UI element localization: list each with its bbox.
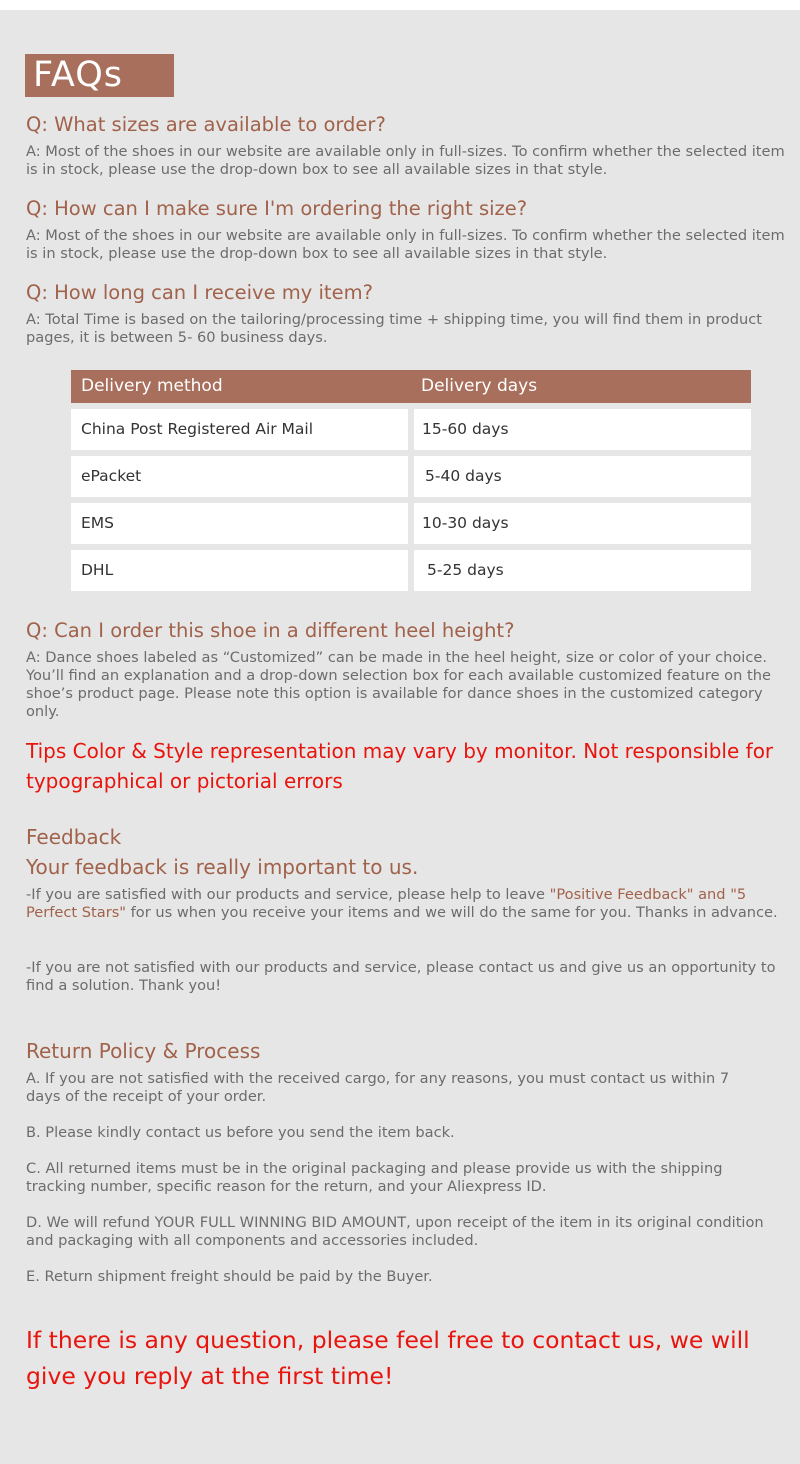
page-background: [0, 10, 800, 1464]
delivery-table-header: [71, 370, 751, 403]
feedback-paragraph-2: -If you are not satisfied with our products and service, please contact us and give us an opportunity to find a solution. Thank you!: [26, 959, 776, 994]
return-policy-item-d: D. We will refund YOUR FULL WINNING BID AMOUNT, upon receipt of the item in its original condition and packaging with all components and accessories included.: [26, 1214, 764, 1249]
feedback-p1-text-end: for us when you receive your items and we will do the same for you. Thanks in advance.: [126, 904, 778, 921]
faq-answer-3: A: Total Time is based on the tailoring/processing time + shipping time, you will find them in product pages, it is between 5- 60 business days.: [26, 311, 763, 346]
faqs-title: FAQs: [25, 54, 174, 97]
feedback-p1-text: -If you are satisfied with our products and service, please help to leave: [26, 886, 550, 903]
faq-answer-4: A: Dance shoes labeled as “Customized” can be made in the heel height, size or color of your choice. You’ll find an explanation and a drop-down selection box for each available customized feature on the shoe’s product page. Please note this option is available for dance shoes in the customized category only.: [26, 649, 771, 720]
delivery-method-cell: ePacket: [71, 456, 408, 497]
delivery-method-header: Delivery method: [81, 376, 223, 396]
return-policy-title: Return Policy & Process: [26, 1039, 261, 1063]
faq-question-4: Q: Can I order this shoe in a different heel height?: [26, 619, 515, 642]
return-policy-item-b: B. Please kindly contact us before you send the item back.: [26, 1124, 455, 1141]
delivery-days-cell: 15-60 days: [414, 409, 751, 450]
delivery-days-cell: 10-30 days: [414, 503, 751, 544]
delivery-method-cell: China Post Registered Air Mail: [71, 409, 408, 450]
feedback-paragraph-1: [26, 886, 794, 922]
tips-notice: Tips Color & Style representation may vary by monitor. Not responsible for typographical or pictorial errors: [26, 739, 774, 793]
feedback-subtitle: Your feedback is really important to us.: [26, 855, 419, 879]
return-policy-item-a: A. If you are not satisfied with the received cargo, for any reasons, you must contact us within 7 days of the receipt of your order.: [26, 1070, 730, 1105]
faq-answer-1: A: Most of the shoes in our website are available only in full-sizes. To confirm whether the selected item is in stock, please use the drop-down box to see all available sizes in that style.: [26, 143, 785, 178]
feedback-title: Feedback: [26, 825, 122, 849]
delivery-days-cell: 5-40 days: [414, 456, 751, 497]
faq-question-1: Q: What sizes are available to order?: [26, 113, 386, 136]
return-policy-item-e: E. Return shipment freight should be paid by the Buyer.: [26, 1268, 433, 1285]
faq-question-2: Q: How can I make sure I'm ordering the right size?: [26, 197, 528, 220]
delivery-days-header: Delivery days: [421, 376, 538, 396]
faq-question-3: Q: How long can I receive my item?: [26, 281, 373, 304]
feedback-p1-highlight: "Positive Feedback" and "5 Perfect Stars": [26, 886, 747, 921]
delivery-method-cell: EMS: [71, 503, 408, 544]
return-policy-item-c: C. All returned items must be in the original packaging and please provide us with the shipping tracking number, specific reason for the return, and your Aliexpress ID.: [26, 1160, 723, 1195]
faq-answer-2: A: Most of the shoes in our website are available only in full-sizes. To confirm whether the selected item is in stock, please use the drop-down box to see all available sizes in that style.: [26, 227, 785, 262]
delivery-days-cell: 5-25 days: [414, 550, 751, 591]
closing-message: If there is any question, please feel free to contact us, we will give you reply at the first time!: [26, 1326, 750, 1390]
delivery-method-cell: DHL: [71, 550, 408, 591]
